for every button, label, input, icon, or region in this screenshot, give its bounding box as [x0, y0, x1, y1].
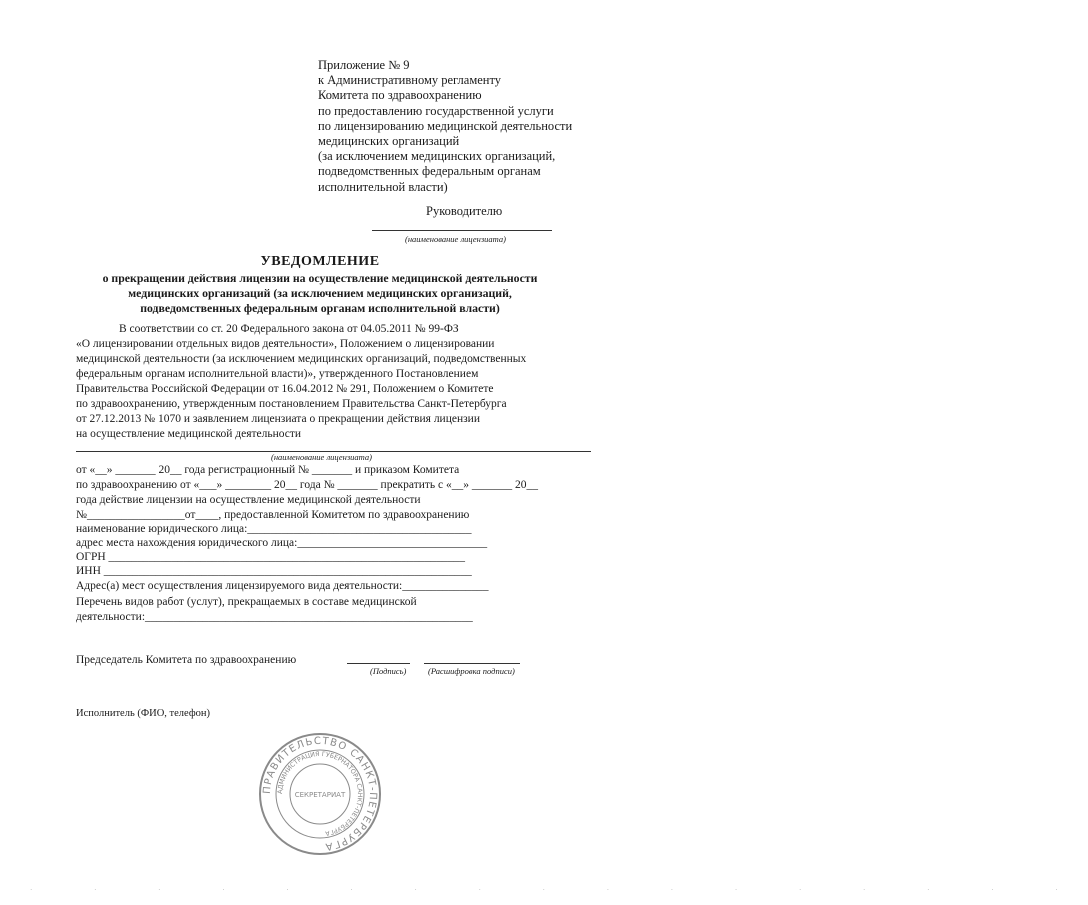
form-line: Перечень видов работ (услут), прекращаемых в составе медицинской [76, 596, 417, 608]
seal-center-text: СЕКРЕТАРИАТ [294, 791, 346, 799]
intro-line: «О лицензировании отдельных видов деятельности», Положением о лицензировании [76, 338, 495, 350]
seal-stamp [256, 730, 384, 858]
addressee-blank-line [372, 230, 552, 231]
signature-blank-line [347, 663, 410, 664]
annex-line: по предоставлению государственной услуги [318, 103, 554, 118]
form-line: ОГРН ______________________________________________________________ [76, 551, 466, 563]
form-line: по здравоохранению от «___» ________ 20__ года № _______ прекратить с «__» _______ 20__ [76, 479, 539, 491]
form-line: от «__» _______ 20__ года регистрационный № _______ и приказом Комитета [76, 464, 460, 476]
scan-noise: · · · · · · · · · · · · · · · · · [30, 886, 1088, 894]
form-line: деятельности:_________________________________________________________ [76, 611, 473, 623]
decode-blank-line [424, 663, 520, 664]
annex-line: исполнительной власти) [318, 179, 448, 194]
intro-line: В соответствии со ст. 20 Федерального закона от 04.05.2011 № 99-ФЗ [119, 323, 459, 335]
annex-line: по лицензированию медицинской деятельности [318, 118, 573, 133]
annex-line: медицинских организаций [318, 134, 460, 149]
form-line: наименование юридического лица:_______________________________________ [76, 523, 472, 535]
annex-header [318, 58, 572, 195]
form-line: ИНН ________________________________________________________________ [76, 565, 472, 577]
licensee-caption: (наименование лицензиата) [271, 452, 373, 462]
intro-line: медицинской деятельности (за исключением медицинских организаций, подведомственных [76, 353, 527, 365]
intro-line: по здравоохранению, утвержденным постановлением Правительства Санкт-Петербурга [76, 398, 507, 410]
document-subtitle-line: медицинских организаций (за исключением медицинских организаций, [128, 286, 512, 300]
intro-line: на осуществление медицинской деятельности [76, 428, 302, 440]
intro-line: от 27.12.2013 № 1070 и заявлением лицензиата о прекращении действия лицензии [76, 413, 480, 425]
annex-line: к Административному регламенту [318, 73, 502, 88]
form-line: №_________________от____, предоставленной Комитетом по здравоохранению [76, 509, 470, 521]
seal-icon [256, 730, 384, 858]
executor-label: Исполнитель (ФИО, телефон) [76, 708, 211, 719]
form-line: года действие лицензии на осуществление медицинской деятельности [76, 494, 421, 506]
addressee-caption: (наименование лицензиата) [405, 234, 507, 244]
signature-caption: (Подпись) [370, 666, 407, 676]
document-subtitle-line: о прекращении действия лицензии на осуществление медицинской деятельности [102, 271, 538, 285]
chairman-label: Председатель Комитета по здравоохранению [76, 654, 297, 666]
annex-line: подведомственных федеральным органам [318, 164, 541, 179]
form-line: адрес места нахождения юридического лица:_________________________________ [76, 537, 488, 549]
addressee-label: Руководителю [426, 204, 503, 218]
document-title: УВЕДОМЛЕНИЕ [260, 254, 380, 269]
document-subtitle-line: подведомственных федеральным органам исполнительной власти) [140, 301, 500, 315]
seal-outer-text: ПРАВИТЕЛЬСТВО САНКТ-ПЕТЕРБУРГА [261, 735, 379, 852]
decode-caption: (Расшифровка подписи) [428, 666, 515, 676]
form-line: Адрес(а) мест осуществления лицензируемого вида деятельности:_______________ [76, 580, 489, 592]
seal-inner-text: АДМИНИСТРАЦИЯ ГУБЕРНАТОРА САНКТ-ПЕТЕРБУРГА [276, 750, 364, 837]
annex-line: Приложение № 9 [318, 58, 410, 72]
annex-line: Комитета по здравоохранению [318, 88, 482, 103]
intro-line: Правительства Российской Федерации от 16.04.2012 № 291, Положением о Комитете [76, 383, 494, 395]
annex-line: (за исключением медицинских организаций, [318, 149, 556, 164]
intro-line: федеральным органам исполнительной власти)», утвержденного Постановлением [76, 368, 479, 380]
